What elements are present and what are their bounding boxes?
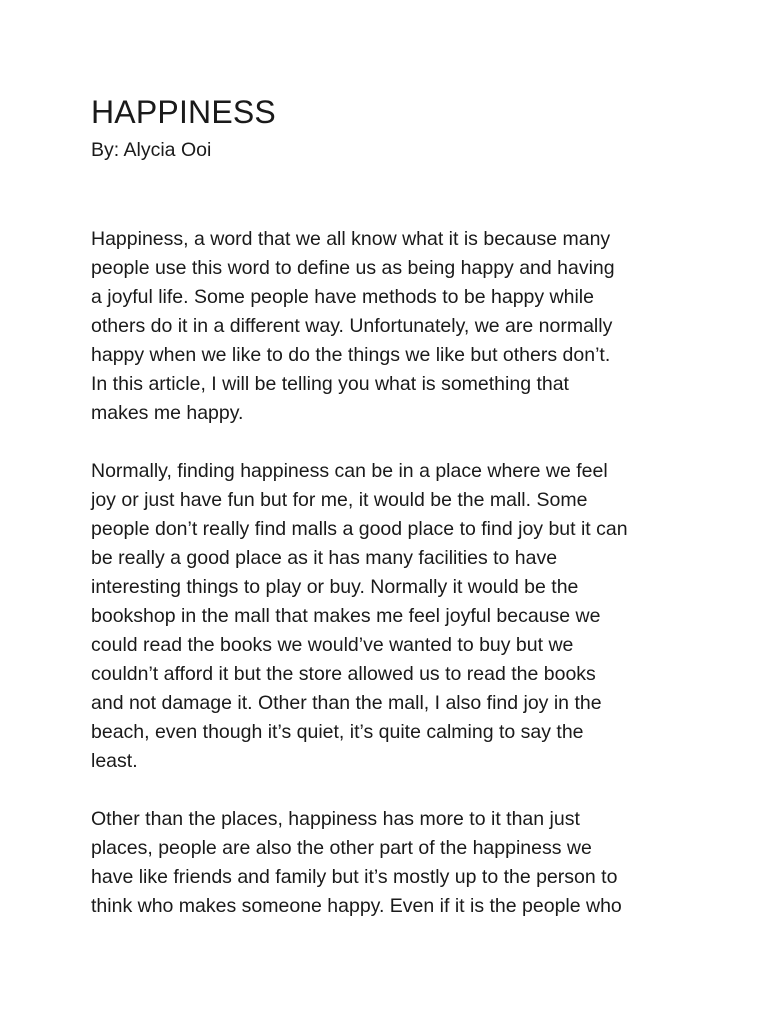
- text-line: people don’t really find malls a good place to find joy but it can: [91, 518, 628, 540]
- text-line: least.: [91, 750, 138, 772]
- text-line: Other than the places, happiness has more to it than just: [91, 808, 580, 830]
- text-line: have like friends and family but it’s mostly up to the person to: [91, 866, 618, 888]
- text-line: and not damage it. Other than the mall, I also find joy in the: [91, 692, 602, 714]
- text-line: makes me happy.: [91, 402, 244, 424]
- document-title: HAPPINESS: [91, 94, 276, 130]
- text-line: could read the books we would’ve wanted to buy but we: [91, 634, 574, 656]
- text-line: beach, even though it’s quiet, it’s quite calming to say the: [91, 721, 584, 743]
- text-line: think who makes someone happy. Even if it is the people who: [91, 895, 622, 917]
- text-line: bookshop in the mall that makes me feel joyful because we: [91, 605, 601, 627]
- text-line: interesting things to play or buy. Normally it would be the: [91, 576, 579, 598]
- text-line: couldn’t afford it but the store allowed us to read the books: [91, 663, 596, 685]
- text-line: others do it in a different way. Unfortunately, we are normally: [91, 315, 613, 337]
- text-line: In this article, I will be telling you what is something that: [91, 373, 569, 395]
- text-line: Happiness, a word that we all know what it is because many: [91, 228, 611, 250]
- text-line: be really a good place as it has many facilities to have: [91, 547, 558, 569]
- text-line: a joyful life. Some people have methods to be happy while: [91, 286, 594, 308]
- text-line: joy or just have fun but for me, it would be the mall. Some: [91, 489, 588, 511]
- text-line: places, people are also the other part of the happiness we: [91, 837, 592, 859]
- paragraph-2: [91, 457, 691, 776]
- text-line: Normally, finding happiness can be in a place where we feel: [91, 460, 608, 482]
- document-page: [91, 92, 691, 921]
- document-body: [91, 225, 691, 921]
- text-line: happy when we like to do the things we like but others don’t.: [91, 344, 611, 366]
- paragraph-3: [91, 805, 691, 921]
- document-author: By: Alycia Ooi: [91, 139, 212, 161]
- text-line: people use this word to define us as being happy and having: [91, 257, 615, 279]
- paragraph-1: [91, 225, 691, 428]
